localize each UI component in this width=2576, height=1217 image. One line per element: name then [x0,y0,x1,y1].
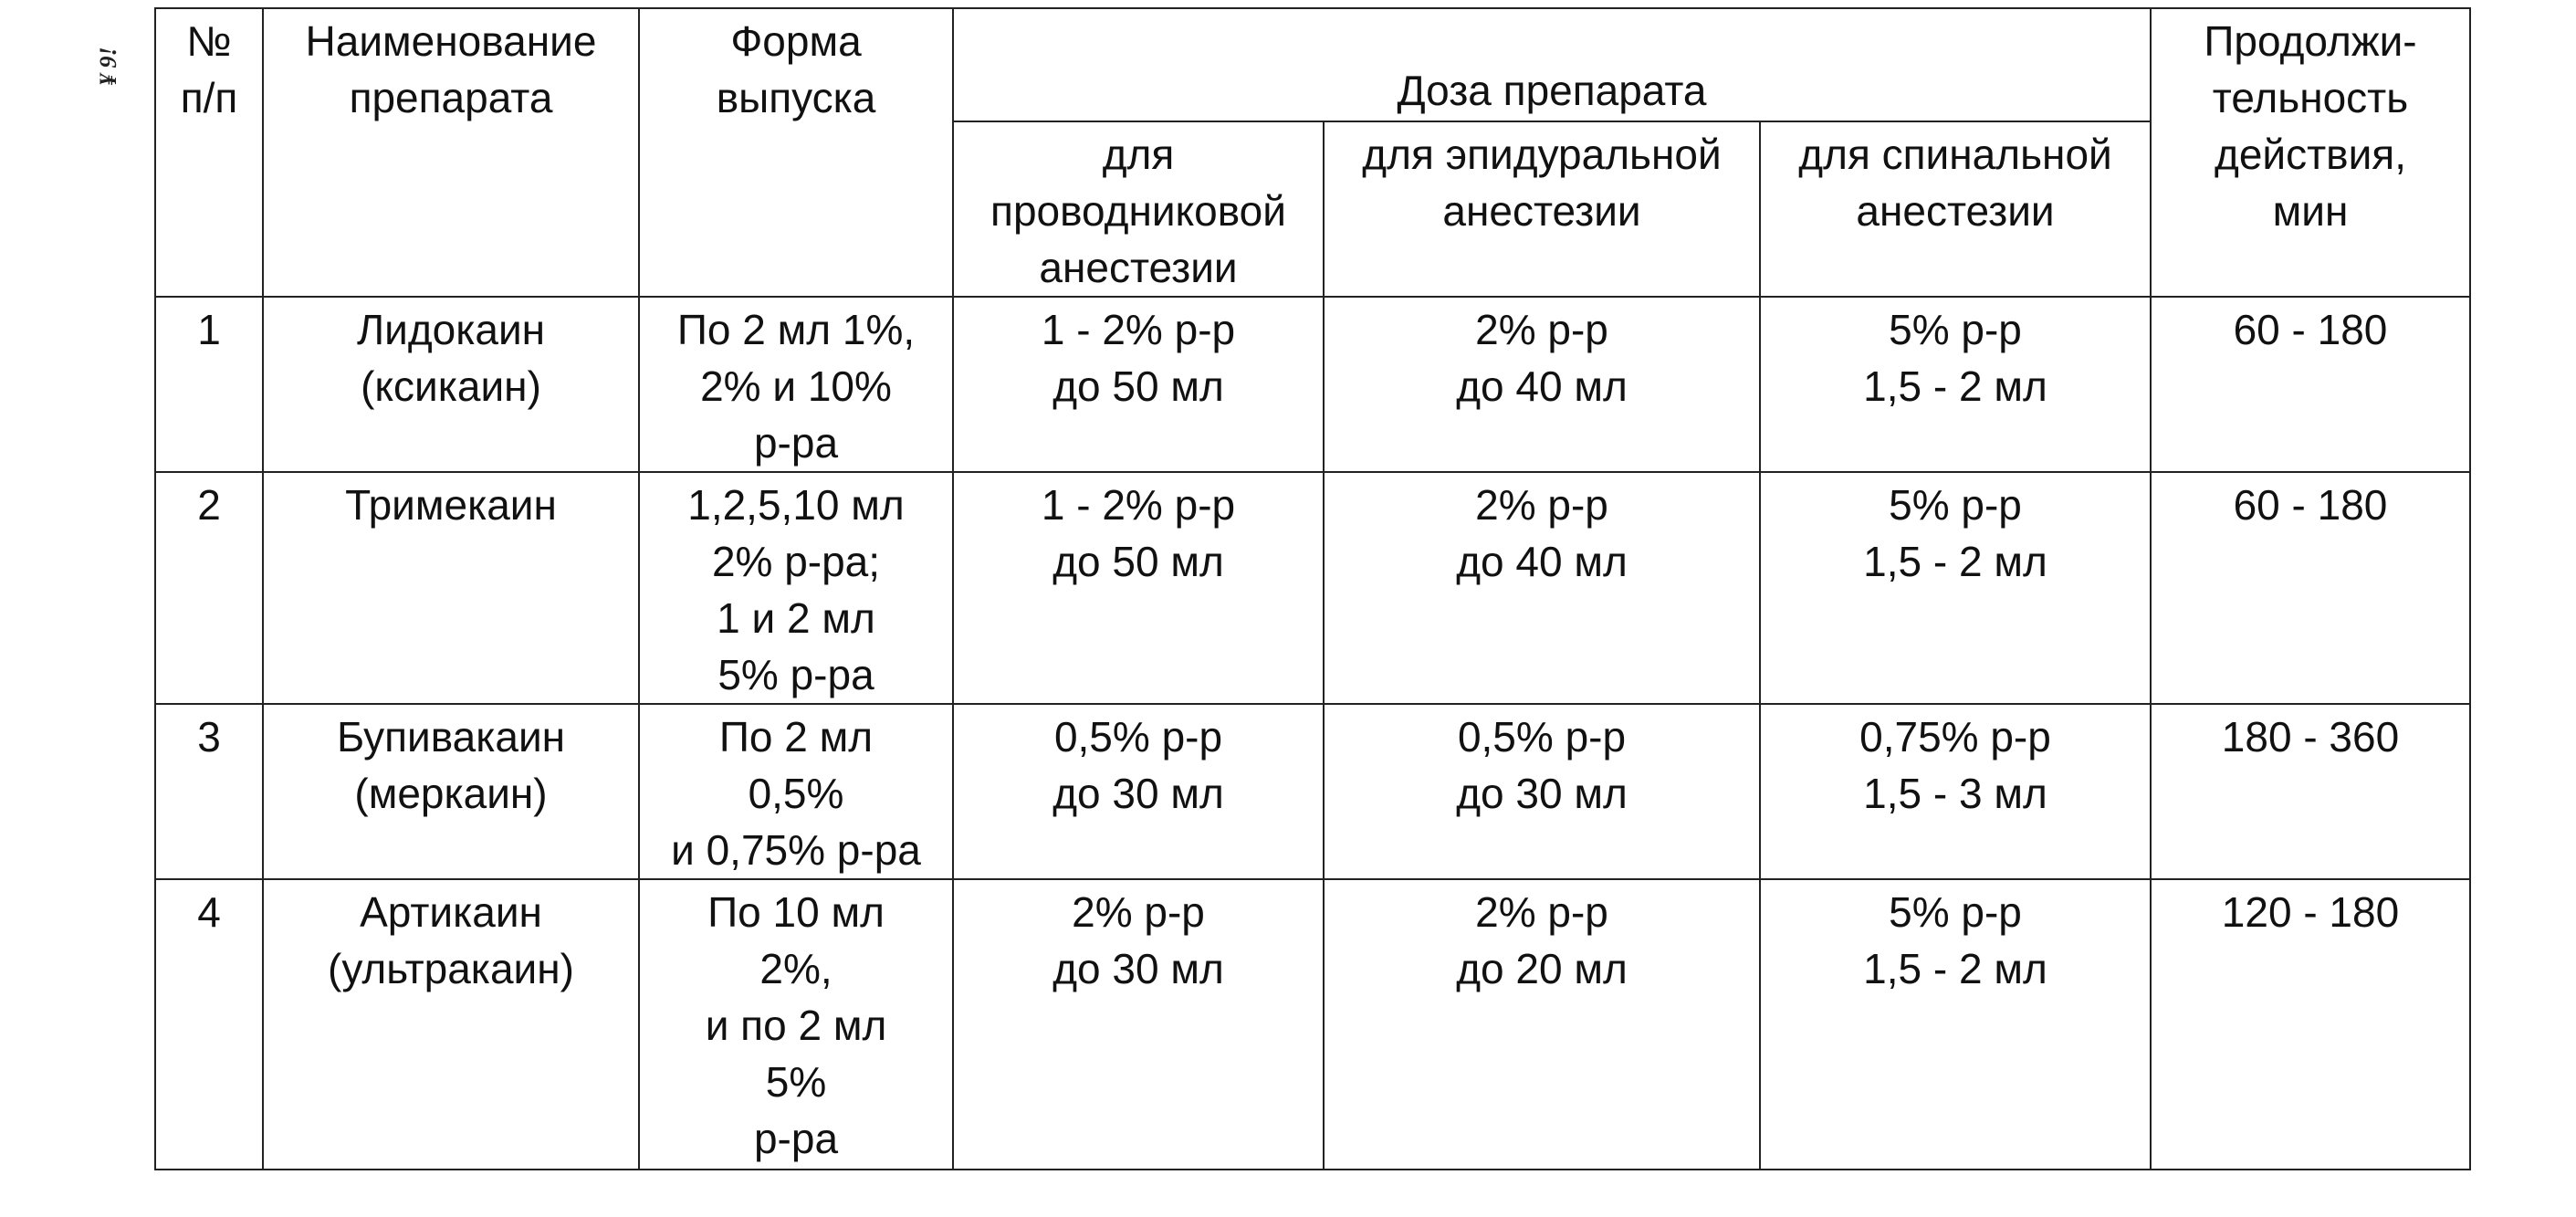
cell-dose-epidural: 2% р-р до 40 мл [1324,297,1760,472]
cell-duration: 60 - 180 [2151,472,2470,704]
cell-dose-conduction: 2% р-р до 30 мл [953,879,1324,1170]
cell-dose-epidural: 2% р-р до 40 мл [1324,472,1760,704]
cell-release-form: По 2 мл 1%, 2% и 10% р-ра [639,297,953,472]
header-dose-spinal: для спинальной анестезии [1760,121,2151,297]
cell-release-form: 1,2,5,10 мл 2% р-ра; 1 и 2 мл 5% р-ра [639,472,953,704]
cell-dose-epidural: 2% р-р до 20 мл [1324,879,1760,1170]
table-row [155,879,2470,1170]
margin-handwritten-note [95,0,122,86]
header-number: № п/п [155,8,263,297]
cell-release-form: По 10 мл 2%, и по 2 мл 5% р-ра [639,879,953,1170]
cell-dose-conduction: 0,5% р-р до 30 мл [953,704,1324,879]
header-row [155,8,2470,121]
header-dose-conduction: для проводниковой анестезии [953,121,1324,297]
cell-duration: 180 - 360 [2151,704,2470,879]
cell-dose-spinal: 0,75% р-р 1,5 - 3 мл [1760,704,2151,879]
margin-note-text: ¥ 9! [95,47,121,86]
header-dose-group: Доза препарата [953,8,2151,121]
table-row [155,472,2470,704]
header-duration: Продолжи- тельность действия, мин [2151,8,2470,297]
cell-drug-name: Лидокаин (ксикаин) [263,297,639,472]
cell-duration: 120 - 180 [2151,879,2470,1170]
header-dose-epidural: для эпидуральной анестезии [1324,121,1760,297]
cell-dose-spinal: 5% р-р 1,5 - 2 мл [1760,297,2151,472]
cell-number: 2 [155,472,263,704]
cell-dose-epidural: 0,5% р-р до 30 мл [1324,704,1760,879]
cell-dose-conduction: 1 - 2% р-р до 50 мл [953,297,1324,472]
anesthetics-table [154,7,2471,1170]
cell-dose-spinal: 5% р-р 1,5 - 2 мл [1760,472,2151,704]
cell-number: 4 [155,879,263,1170]
cell-number: 3 [155,704,263,879]
table-body [155,297,2470,1170]
table-row [155,297,2470,472]
header-release-form: Форма выпуска [639,8,953,297]
header-drug-name: Наименование препарата [263,8,639,297]
cell-drug-name: Бупивакаин (меркаин) [263,704,639,879]
cell-drug-name: Артикаин (ультракаин) [263,879,639,1170]
cell-release-form: По 2 мл 0,5% и 0,75% р-ра [639,704,953,879]
cell-dose-spinal: 5% р-р 1,5 - 2 мл [1760,879,2151,1170]
cell-duration: 60 - 180 [2151,297,2470,472]
cell-number: 1 [155,297,263,472]
table-row [155,704,2470,879]
cell-drug-name: Тримекаин [263,472,639,704]
table-header [155,8,2470,297]
cell-dose-conduction: 1 - 2% р-р до 50 мл [953,472,1324,704]
